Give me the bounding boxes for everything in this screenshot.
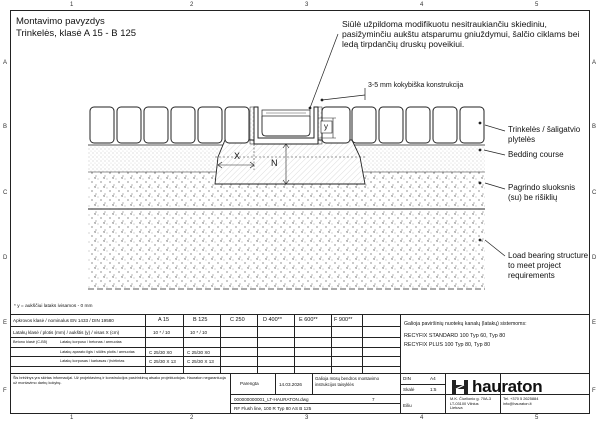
class-d400: D 400** — [263, 317, 282, 323]
dimension-n-label: N — [271, 158, 278, 168]
row1-b125: 10 * / 10 — [190, 330, 208, 335]
edge-bottom-2: 2 — [190, 415, 194, 421]
base-note: Pagrindo sluoksnis (su) be rišiklių — [508, 183, 576, 202]
edge-left-f: F — [3, 388, 7, 394]
edge-right-e: E — [592, 320, 597, 326]
row5-a15: C 25/30 X 13 — [149, 359, 176, 364]
hauraton-logo-icon — [450, 379, 470, 395]
chamfer-note: 3-5 mm kokybiška konstrukcija — [368, 82, 464, 89]
pavers-left — [90, 107, 249, 143]
edge-top-4: 4 — [420, 2, 424, 8]
load-bearing-layer — [88, 209, 485, 289]
edge-left-e: E — [3, 320, 8, 326]
edge-bottom-1: 1 — [70, 415, 74, 421]
edge-right-d: D — [592, 255, 597, 261]
class-f900: F 900** — [334, 317, 353, 323]
edge-left-c: C — [3, 190, 8, 196]
load-class-header: Apkrovos klasė / nominalus EN 1433 / DIN 19580 — [13, 318, 114, 323]
edition-label: Eiliu — [403, 403, 412, 408]
product-standard: RECYFIX STANDARD 100 Typ 60, Typ 80 — [404, 333, 506, 339]
edge-bottom-5: 5 — [535, 415, 539, 421]
row-label-1: Latakų klasė / plotis (mm) / aukštis (y) / visas X (cm) — [13, 330, 120, 335]
footnote: * y = aukščiui lataks ivisamos - 0 mm — [14, 304, 93, 309]
class-e600: E 600** — [299, 317, 318, 323]
row4-a15: C 25/30 X0 — [149, 350, 172, 355]
title-line-1: Montavimo pavyzdys — [16, 16, 105, 27]
row-label-2: Betono klasė (C-B5) — [13, 340, 48, 344]
company-address: M.K. Čiurlionio g. 70A-3 LT-03100 Vilnius Lietuva — [450, 396, 492, 410]
edge-top-1: 1 — [70, 2, 74, 8]
din-value: A4 — [430, 376, 436, 381]
scope-text: Galioja mūsų bendros montavimo instrukcijos taisyklės — [315, 376, 380, 387]
product-plus: RECYFIX PLUS 100 Typ 80, Typ 80 — [404, 342, 491, 348]
pavers-note: Trinkelės / šaligatvio plytelės — [508, 125, 581, 144]
din-label: DIN — [403, 376, 411, 381]
parengta-label: Parengta — [240, 381, 259, 386]
file-name: 000000000001_LT-HAURATON.dwg — [234, 397, 309, 402]
edge-left-b: B — [3, 124, 8, 130]
bedding-note: Bedding course — [508, 150, 564, 159]
edge-top-5: 5 — [535, 2, 539, 8]
legal-text: Šis brėžinys yra skirtas informacijai. Už projektavimą ir konstrukcijos pasirinkimą atsako projektuotojas. Hauraton negarantuoja už montavimo darbų kokybę. — [13, 376, 226, 385]
drawing-description: RF Flush line, 100 R Typ 80 AS B 125 — [234, 406, 312, 411]
edge-bottom-3: 3 — [305, 415, 309, 421]
drainage-channel — [254, 107, 318, 144]
title-line-2: Trinkelės, klasė A 15 - B 125 — [16, 28, 137, 39]
company-contact: Tel. +370 5 2625884 info@hauraton.lt — [503, 396, 539, 406]
edge-top-3: 3 — [305, 2, 309, 8]
file-number: 7 — [372, 397, 375, 402]
edge-right-a: A — [592, 60, 597, 66]
edge-left-a: A — [3, 60, 8, 66]
pavers-right — [352, 107, 484, 143]
row-label-5: Latakų korpusas / karkasas / įtvirtintas — [60, 359, 125, 363]
row1-a15: 10 * / 10 — [153, 330, 171, 335]
edge-right-b: B — [592, 124, 597, 130]
edge-left-d: D — [3, 255, 8, 261]
row4-b125: C 25/30 X0 — [187, 350, 210, 355]
drawing-date: 14.03.2026 — [279, 382, 302, 387]
row5-b125: C 25/30 X 13 — [187, 359, 214, 364]
class-b125: B 125 — [193, 317, 208, 323]
scale-value: 1:5 — [430, 387, 437, 392]
class-c250: C 250 — [230, 317, 245, 323]
row-label-3: Latakų korpuso / betonas / armuotas — [60, 340, 122, 344]
edge-right-f: F — [592, 388, 596, 394]
dimension-y-label: y — [324, 122, 328, 131]
load-note: Load bearing structure to meet project requirements — [508, 251, 589, 280]
dimension-x-label: X — [234, 151, 241, 161]
brand-name: hauraton — [472, 377, 543, 396]
edge-top-2: 2 — [190, 2, 194, 8]
edge-right-c: C — [592, 190, 597, 196]
products-title: Galioja paviršinių nuotekų kanalų (latakų) sistemoms: — [404, 321, 527, 327]
seam-note: Siūlė užpildoma modifikuotu nesitraukiančiu skiediniu, pasižyminčiu aukštu atsparumu gniuždymui, šalčio ciklams bei ledą tirpdančių druskų poveikiui. — [342, 19, 580, 49]
hauraton-logo — [450, 376, 576, 396]
scale-label: Skalė — [403, 387, 415, 392]
class-a15: A 15 — [158, 317, 170, 323]
row-label-4: Latakų aparato ilgis / siūlės plotis / armuotas — [60, 350, 135, 354]
edge-bottom-4: 4 — [420, 415, 424, 421]
